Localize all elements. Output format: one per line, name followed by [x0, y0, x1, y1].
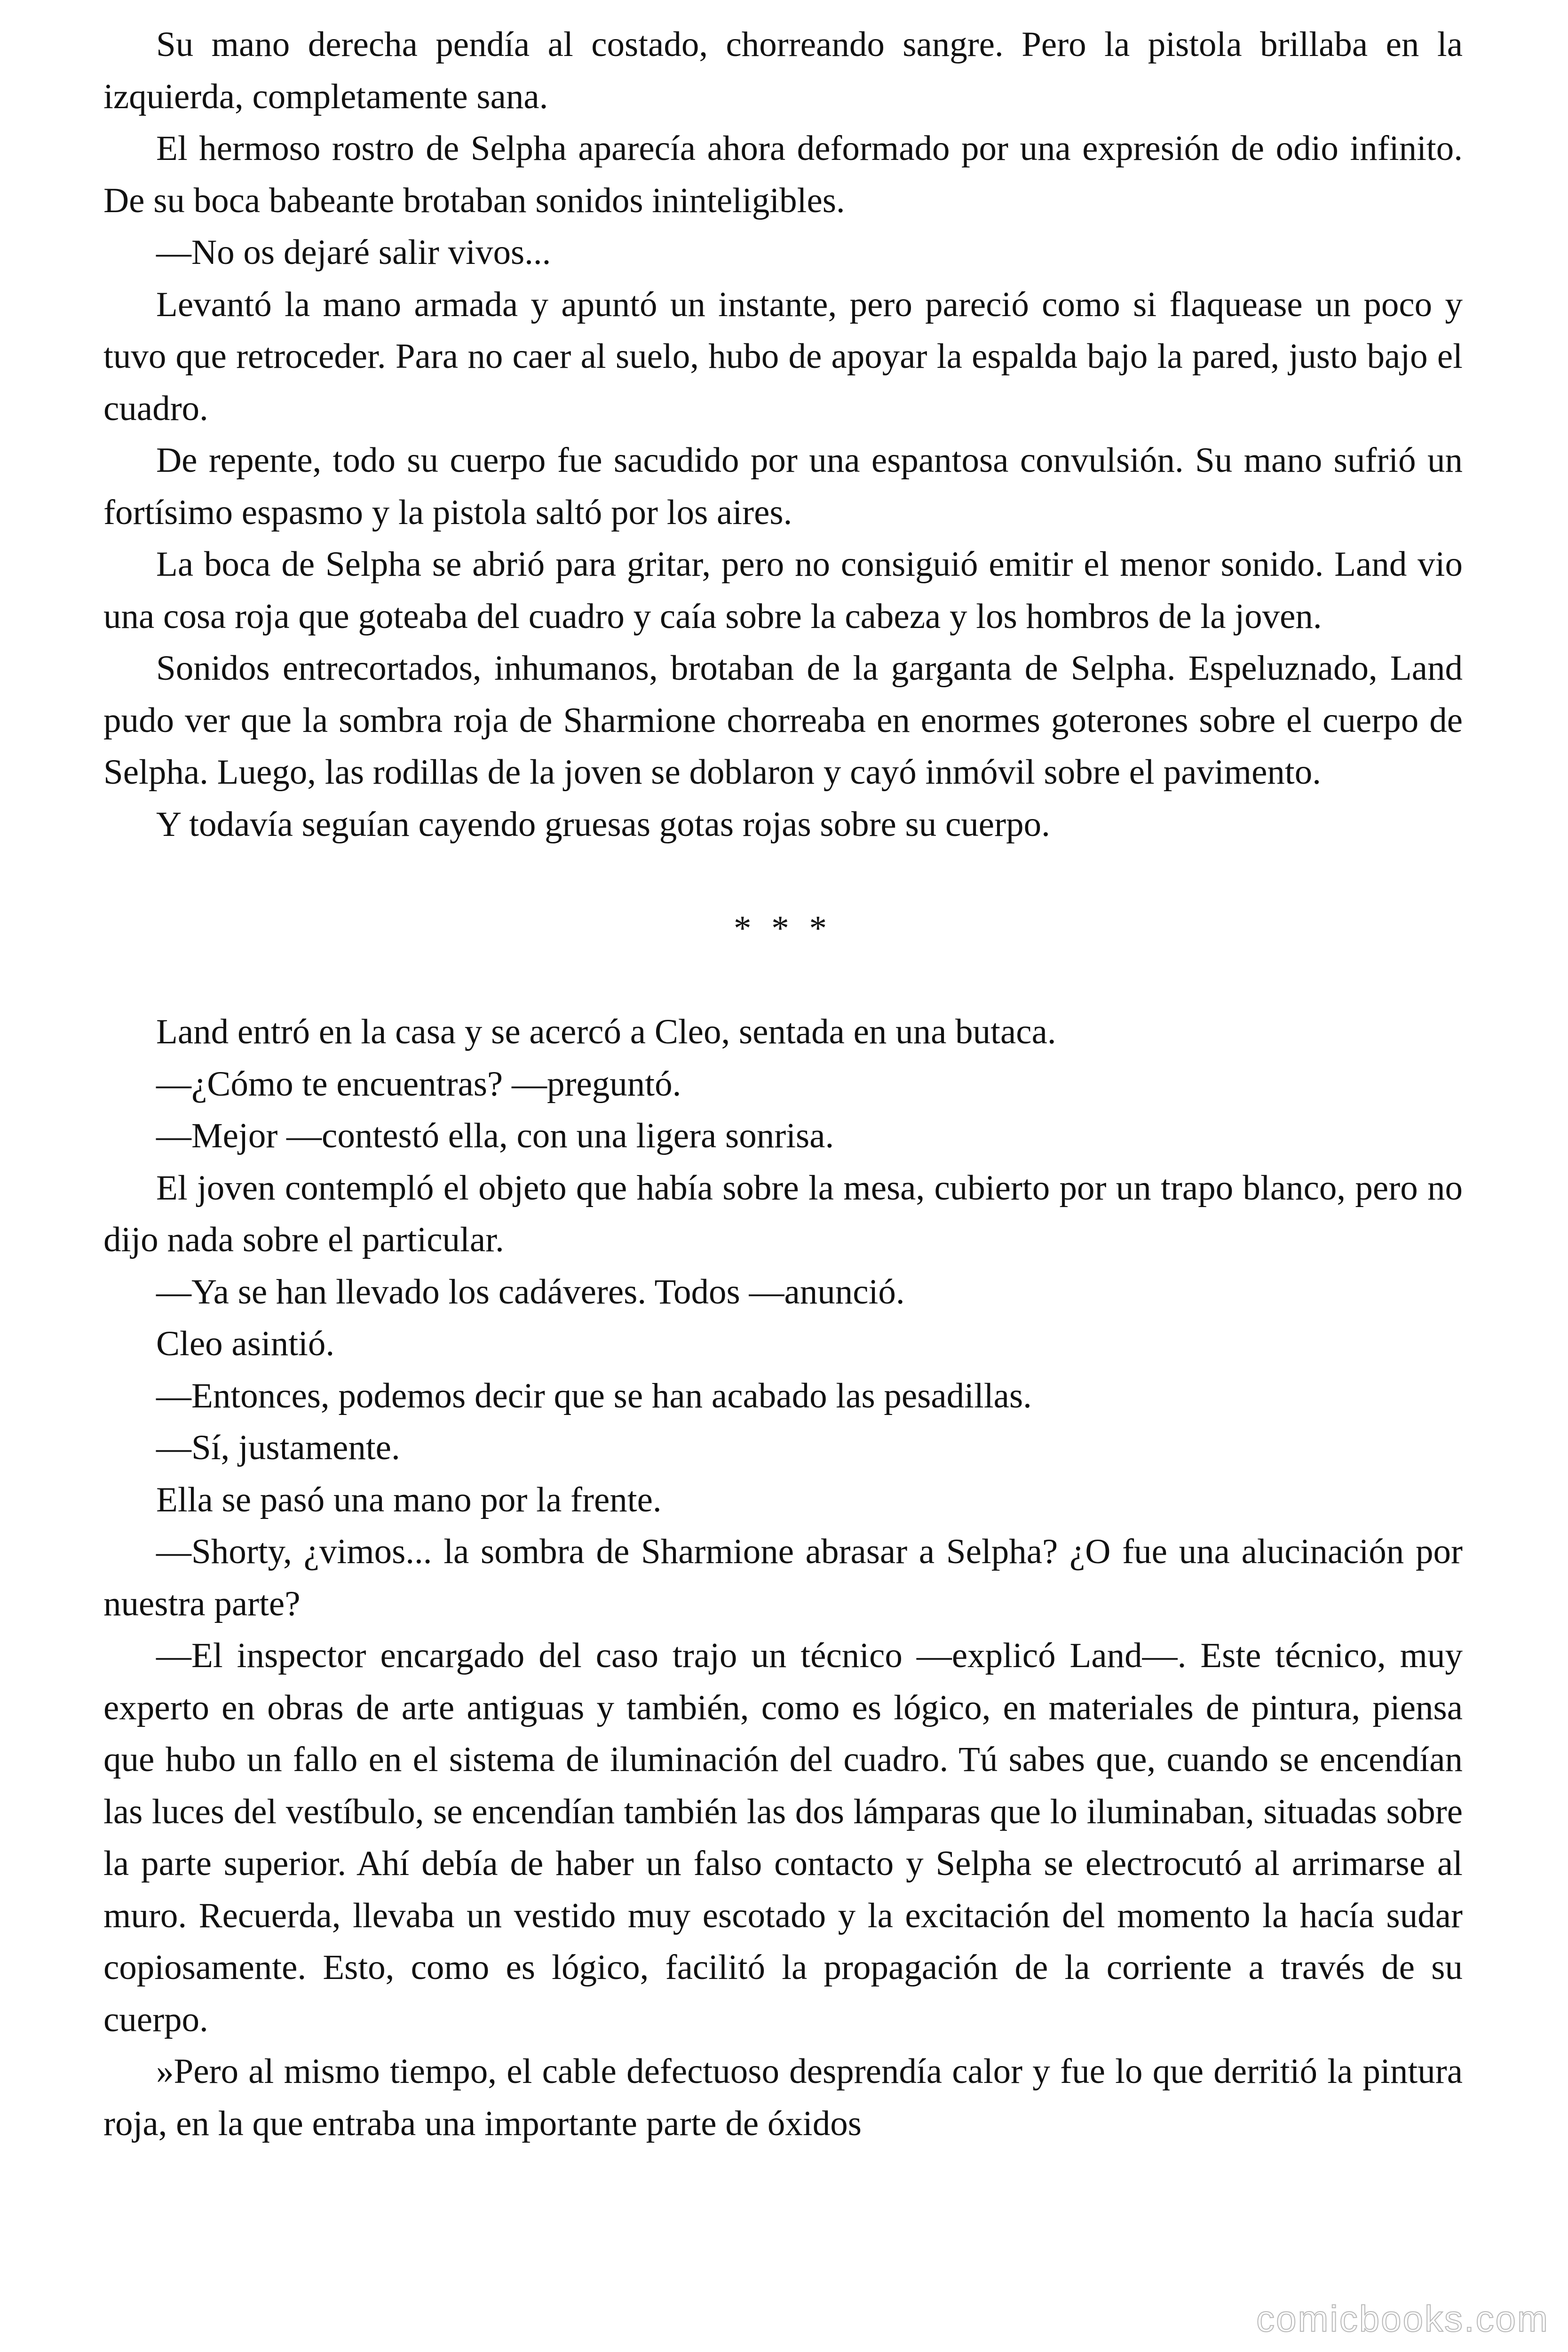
paragraph: —Shorty, ¿vimos... la sombra de Sharmione abrasar a Selpha? ¿O fue una alucinación por nuestra parte? — [103, 1532, 1463, 1623]
paragraph: —Entonces, podemos decir que se han acabado las pesadillas. — [156, 1376, 1032, 1415]
paragraph: —Mejor —contestó ella, con una ligera sonrisa. — [156, 1116, 834, 1155]
paragraph: —Ya se han llevado los cadáveres. Todos —anunció. — [156, 1272, 905, 1311]
section-separator: * * * — [734, 909, 832, 948]
paragraph: Sonidos entrecortados, inhumanos, brotaban de la garganta de Selpha. Espeluznado, Land pudo ver que la sombra roja de Sharmione chorreaba en enormes goterones sobre el cuerpo de Selpha. Luego, las rodillas de la joven se doblaron y cayó inmóvil sobre el pavimento. — [103, 649, 1463, 792]
paragraph: Land entró en la casa y se acercó a Cleo, sentada en una butaca. — [156, 1012, 1056, 1051]
paragraph: Levantó la mano armada y apuntó un instante, pero pareció como si flaquease un poco y tuvo que retroceder. Para no caer al suelo, hubo de apoyar la espalda bajo la pared, justo bajo el cuadro. — [103, 285, 1463, 428]
paragraph: El joven contempló el objeto que había sobre la mesa, cubierto por un trapo blanco, pero no dijo nada sobre el particular. — [103, 1168, 1463, 1259]
paragraph: Su mano derecha pendía al costado, chorreando sangre. Pero la pistola brillaba en la izquierda, completamente sana. — [103, 25, 1463, 116]
page-body — [103, 19, 1463, 2150]
paragraph: Y todavía seguían cayendo gruesas gotas rojas sobre su cuerpo. — [156, 804, 1050, 844]
paragraph: —Sí, justamente. — [156, 1428, 400, 1467]
paragraph: —No os dejaré salir vivos... — [156, 233, 551, 272]
paragraph: De repente, todo su cuerpo fue sacudido por una espantosa convulsión. Su mano sufrió un fortísimo espasmo y la pistola saltó por los aires. — [103, 441, 1463, 532]
paragraph: El hermoso rostro de Selpha aparecía ahora deformado por una expresión de odio infinito. De su boca babeante brotaban sonidos ininteligibles. — [103, 129, 1463, 220]
paragraph: —¿Cómo te encuentras? —preguntó. — [156, 1064, 681, 1104]
paragraph: Cleo asintió. — [156, 1324, 335, 1363]
paragraph: La boca de Selpha se abrió para gritar, pero no consiguió emitir el menor sonido. Land vio una cosa roja que goteaba del cuadro y caía sobre la cabeza y los hombros de la joven. — [103, 545, 1463, 636]
paragraph: Ella se pasó una mano por la frente. — [156, 1480, 662, 1519]
paragraph: —El inspector encargado del caso trajo un técnico —explicó Land—. Este técnico, muy experto en obras de arte antiguas y también, como es lógico, en materiales de pintura, piensa que hubo un fallo en el sistema de iluminación del cuadro. Tú sabes que, cuando se encendían las luces del vestíbulo, se encendían también las dos lámparas que lo iluminaban, situadas sobre la parte superior. Ahí debía de haber un falso contacto y Selpha se electrocutó al arrimarse al muro. Recuerda, llevaba un vestido muy escotado y la excitación del momento la hacía sudar copiosamente. Esto, como es lógico, facilitó la propagación de la corriente a través de su cuerpo. — [103, 1636, 1463, 2039]
paragraph: »Pero al mismo tiempo, el cable defectuoso desprendía calor y fue lo que derritió la pintura roja, en la que entraba una importante parte de óxidos — [103, 2052, 1463, 2143]
watermark: comicbooks.com — [1256, 2298, 1549, 2339]
